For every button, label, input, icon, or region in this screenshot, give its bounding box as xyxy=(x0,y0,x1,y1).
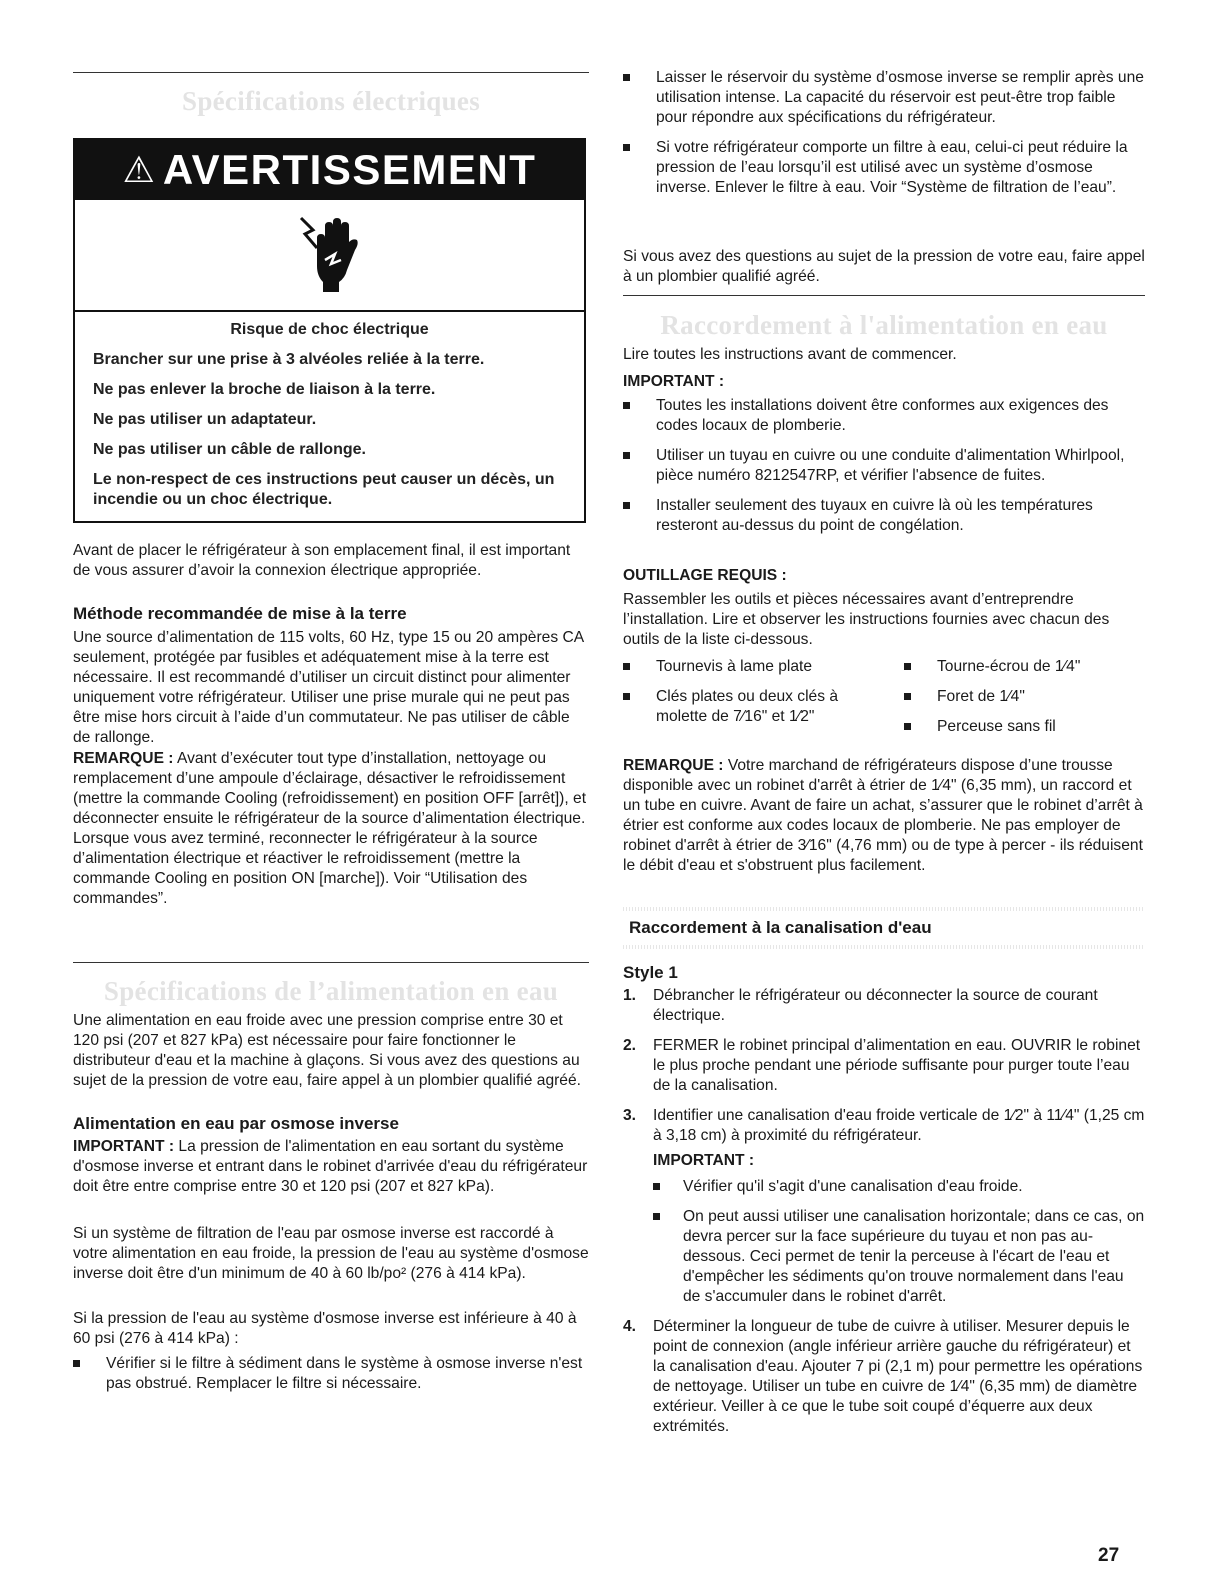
warning-header xyxy=(75,140,584,200)
important-label: IMPORTANT : xyxy=(623,373,725,390)
list-item xyxy=(623,1106,1145,1307)
water-intro: Une alimentation en eau froide avec une pression comprise entre 30 et 120 psi (207 et 827 kPa) est nécessaire pour faire fonctionner le distributeur d'eau et la machine à glaçons. Si vous avez des questions au sujet de la pression de votre eau, faire appel à un plombier qualifié agréé. xyxy=(73,1012,581,1089)
list-item: Laisser le réservoir du système d’osmose inverse se remplir après une utilisation intense. La capacité du réservoir est peut-être trop faible pour répondre aux spécifications du réfrigérateur. xyxy=(623,68,1145,128)
list-item: Tourne-écrou de 1⁄4" xyxy=(904,657,1145,677)
step-number: 1. xyxy=(623,987,637,1004)
warning-triangle-icon: ⚠ xyxy=(122,149,155,190)
step-text: Identifier une canalisation d'eau froide verticale de 1⁄2" à 11⁄4" (1,25 cm à 3,18 cm) à proximité du réfrigérateur. xyxy=(653,1107,1145,1144)
ro-important-label: IMPORTANT : xyxy=(73,1138,175,1155)
list-item: Installer seulement des tuyaux en cuivre là où les températures resteront au-dessus du point de congélation. xyxy=(623,496,1145,536)
section-rule xyxy=(73,962,589,963)
electric-shock-hand-icon xyxy=(295,208,365,303)
list-item: On peut aussi utiliser une canalisation horizontale; dans ce cas, on devra percer sur la face supérieure du tuyau et non pas au-dessous. Ceci permet de tenir la perceuse à l'écart de l'eau et d'empêcher les sédiments qu'on trouve normalement dans l'eau de s'accumuler dans le robinet d'arrêt. xyxy=(653,1207,1145,1307)
ro-important-text: La pression de l'alimentation en eau sortant du système d'osmose inverse et entrant dans le robinet d'arrivée d'eau du réfrigérateur doit être entre comprise entre 30 et 120 psi (207 et 827 kPa). xyxy=(73,1138,588,1195)
list-item xyxy=(623,1036,1145,1096)
remark xyxy=(623,756,1145,876)
step-number: 4. xyxy=(623,1318,637,1335)
read-all-text: Lire toutes les instructions avant de commencer. xyxy=(623,346,957,363)
step-text: FERMER le robinet principal d’alimentation en eau. OUVRIR le robinet le plus proche pendant une période suffisante pour purger toute l’eau de la canalisation. xyxy=(653,1037,1141,1094)
warning-heading: AVERTISSEMENT xyxy=(162,146,537,193)
tools-list-left xyxy=(623,657,885,727)
step3-bullet-list xyxy=(653,1177,1145,1307)
warning-text xyxy=(75,312,584,510)
ro-paragraph: Si la pression de l'eau au système d'osmose inverse est inférieure à 40 à 60 psi (276 à 414 kPa) : xyxy=(73,1310,577,1347)
right-column xyxy=(623,0,1145,1435)
electrical-section-title: Spécifications électriques xyxy=(182,86,480,116)
ro-important xyxy=(73,1137,589,1197)
ro-paragraph: Si un système de filtration de l'eau par osmose inverse est raccordé à votre alimentation en eau froide, la pression de l'eau au système d'osmose inverse doit être d'un minimum de 40 à 60 lb/po² (276 à 414 kPa). xyxy=(73,1225,589,1282)
shock-hazard-area xyxy=(75,200,584,312)
remark-label: REMARQUE : xyxy=(623,757,724,774)
list-item: Foret de 1⁄4" xyxy=(904,687,1145,707)
grounding-heading: Méthode recommandée de mise à la terre xyxy=(73,604,407,623)
list-item xyxy=(623,986,1145,1026)
list-item: Toutes les installations doivent être conformes aux exigences des codes locaux de plomberie. xyxy=(623,396,1145,436)
note-text: Avant d’exécuter tout type d’installation, nettoyage ou remplacement d’une ampoule d’éclairage, désactiver le refroidissement (mettre la commande Cooling (refroidissement) en position OFF [arrêt]), et déconnecter ensuite le réfrigérateur de la source d’alimentation électrique. Lorsque vous avez terminé, reconnecter le réfrigérateur à la source d’alimentation électrique et réactiver le refroidissement (mettre la commande Cooling en position ON [marche]). Voir “Utilisation des commandes”. xyxy=(73,750,587,907)
warning-box xyxy=(73,138,586,523)
connect-section-title: Raccordement à l'alimentation en eau xyxy=(660,310,1108,340)
water-section-title: Spécifications de l’alimentation en eau xyxy=(103,976,559,1006)
ro-heading: Alimentation en eau par osmose inverse xyxy=(73,1114,399,1133)
subsection-banner xyxy=(623,907,1145,949)
warning-line: Brancher sur une prise à 3 alvéoles reliée à la terre. xyxy=(93,351,485,368)
step3-important-label: IMPORTANT : xyxy=(653,1152,755,1169)
remark-text: Votre marchand de réfrigérateurs dispose d’une trousse disponible avec un robinet d'arrêt à étrier de 1⁄4" (6,35 mm), un raccord et un tube en cuivre. Avant de faire un achat, s’assurer que le robinet d’arrêt à étrier est conforme aux codes locaux de plomberie. Ne pas employer de robinet d'arrêt à étrier de 3⁄16" (4,76 mm) ou de type à percer - ils réduisent le débit d'eau et s'obstruent plus facilement. xyxy=(623,757,1143,874)
electrical-note xyxy=(73,749,589,909)
step-number: 2. xyxy=(623,1037,637,1054)
warning-line: Ne pas enlever la broche de liaison à la terre. xyxy=(93,381,436,398)
page-number: 27 xyxy=(1098,1545,1120,1566)
warning-line: Le non-respect de ces instructions peut causer un décès, un incendie ou un choc électrique. xyxy=(93,471,555,508)
section-rule xyxy=(73,72,589,73)
important-bullet-list xyxy=(623,396,1145,536)
list-item: Si votre réfrigérateur comporte un filtre à eau, celui-ci peut réduire la pression de l’eau lorsqu’il est utilisé avec un système d’osmose inverse. Enlever le filtre à eau. Voir “Système de filtration de l’eau”. xyxy=(623,138,1145,198)
subsection-title: Raccordement à la canalisation d'eau xyxy=(629,918,932,937)
warning-line: Ne pas utiliser un adaptateur. xyxy=(93,411,317,428)
list-item: Vérifier si le filtre à sédiment dans le système à osmose inverse n'est pas obstrué. Remplacer le filtre si nécessaire. xyxy=(73,1354,589,1394)
style-heading: Style 1 xyxy=(623,963,678,982)
step-text: Débrancher le réfrigérateur ou déconnecter la source de courant électrique. xyxy=(653,987,1098,1024)
list-item: Clés plates ou deux clés à molette de 7⁄16" et 1⁄2" xyxy=(623,687,885,727)
ro-bullet-list xyxy=(623,68,1145,198)
steps-list xyxy=(623,986,1145,1437)
step-number: 3. xyxy=(623,1107,637,1124)
list-item: Tournevis à lame plate xyxy=(623,657,885,677)
list-item xyxy=(623,1317,1145,1437)
electrical-intro: Avant de placer le réfrigérateur à son emplacement final, il est important de vous assurer d’avoir la connexion électrique appropriée. xyxy=(73,542,571,579)
tools-list-right xyxy=(904,657,1145,737)
warning-line: Risque de choc électrique xyxy=(230,321,429,338)
section-rule xyxy=(623,295,1145,296)
tools-label: OUTILLAGE REQUIS : xyxy=(623,567,787,584)
tools-intro: Rassembler les outils et pièces nécessaires avant d’entreprendre l’installation. Lire et observer les instructions fournies avec chacun des outils de la liste ci-dessous. xyxy=(623,591,1110,648)
warning-line: Ne pas utiliser un câble de rallonge. xyxy=(93,441,366,458)
note-label: REMARQUE : xyxy=(73,750,174,767)
grounding-text: Une source d’alimentation de 115 volts, 60 Hz, type 15 ou 20 ampères CA seulement, protégée par fusibles et adéquatement mise à la terre est nécessaire. Il est recommandé d’utiliser un circuit distinct pour alimenter uniquement votre réfrigérateur. Utiliser une prise murale qui ne peut pas être mise hors circuit à l’aide d’un commutateur. Ne pas utiliser de câble de rallonge. xyxy=(73,629,584,746)
step-text: Déterminer la longueur de tube de cuivre à utiliser. Mesurer depuis le point de connexion (angle inférieur arrière gauche du réfrigérateur) et la canalisation d'eau. Ajouter 7 pi (2,1 m) pour permettre les opérations de nettoyage. Utiliser un tube en cuivre de 1⁄4" (6,35 mm) de diamètre extérieur. Veiller à ce que le tube soit coupé d’équerre aux deux extrémités. xyxy=(653,1318,1143,1435)
ro-bullet-list xyxy=(73,1354,589,1394)
list-item: Utiliser un tuyau en cuivre ou une conduite d'alimentation Whirlpool, pièce numéro 8212547RP, et vérifier l'absence de fuites. xyxy=(623,446,1145,486)
list-item: Perceuse sans fil xyxy=(904,717,1145,737)
list-item: Vérifier qu'il s'agit d'une canalisation d'eau froide. xyxy=(653,1177,1145,1197)
ro-question: Si vous avez des questions au sujet de la pression de votre eau, faire appel à un plombier qualifié agréé. xyxy=(623,248,1145,285)
